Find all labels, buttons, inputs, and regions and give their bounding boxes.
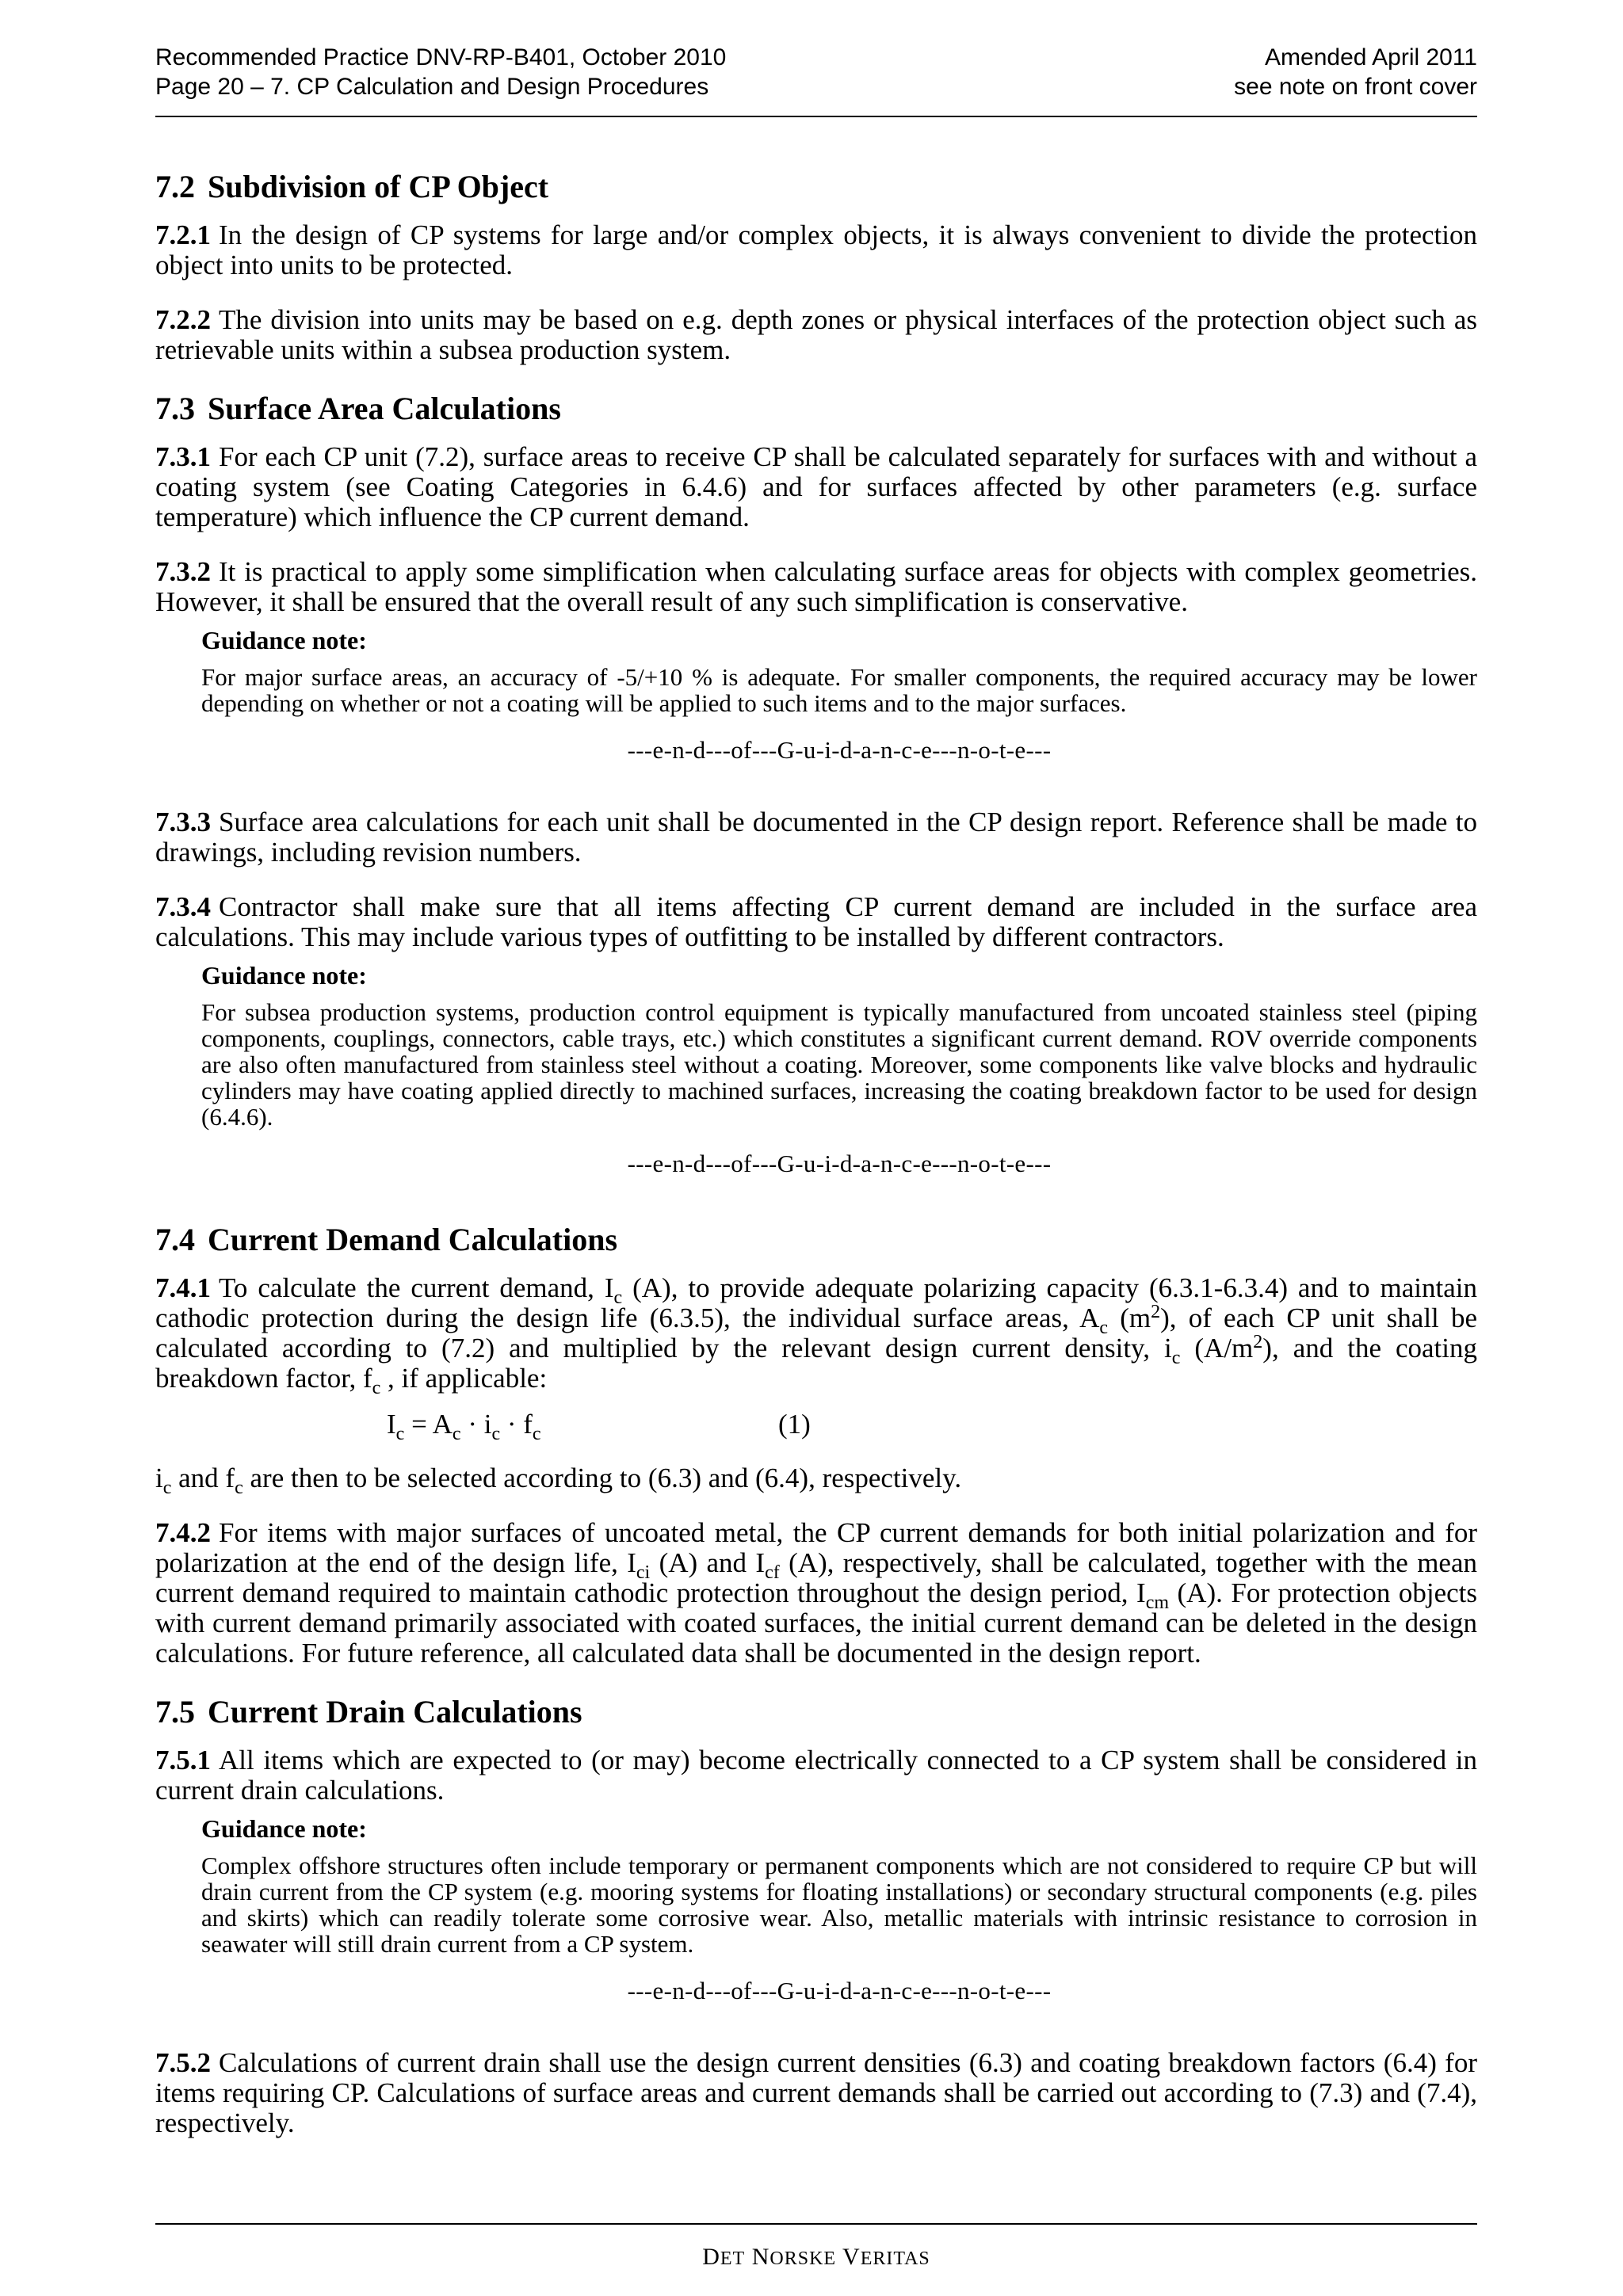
paragraph-7-2-2: 7.2.2 The division into units may be based on e.g. depth zones or physical interfaces of the protection object such as retrievable units within a subsea production system. [155, 304, 1477, 365]
header-rule [155, 116, 1477, 117]
header-right [1234, 43, 1477, 101]
header-left [155, 43, 726, 101]
paragraph-7-3-1: 7.3.1 For each CP unit (7.2), surface areas to receive CP shall be calculated separately for surfaces with and without a coating system (see Coating Categories in 6.4.6) and for surfaces affected by other parameters (e.g. surface temperature) which influence the CP current demand. [155, 441, 1477, 532]
guidance-note-text: For subsea production systems, production control equipment is typically manufactured from uncoated stainless steel (piping components, couplings, connectors, cable trays, etc.) which constitutes a significant current demand. ROV override components are also often manufactured from stainless steel without a coating. Moreover, some components like valve blocks and hydraulic cylinders may have coating applied directly to machined surfaces, increasing the coating breakdown factor to be used for design (6.4.6). [201, 998, 1477, 1131]
paragraph-after-equation: $i_c$ and $f_c$ are then to be selected according to (6.3) and (6.4), respectively. [155, 1463, 962, 1498]
guidance-note-7-5-1 [201, 1813, 1477, 2004]
paragraph-7-5-1: 7.5.1 All items which are expected to (or may) become electrically connected to a CP system shall be considered in current drain calculations. [155, 1745, 1477, 1806]
guidance-note-7-3-4 [201, 959, 1477, 1177]
paragraph-7-4-1: 7.4.1 To calculate the current demand, $I_c$ (A), to provide adequate polarizing capacity (6.3.1-6.3.4) and to maintain cathodic protection during the design life (6.3.5), the individual surface areas, $A_c$ $(m^2)$, of each CP unit shall be calculated according to (7.2) and multiplied by the relevant design current density, $i_c$ $(A/m^2)$, and the coating breakdown factor, $f_c$ , if applicable: [155, 1272, 1478, 1398]
header-amended: Amended April 2011 [1265, 44, 1477, 71]
paragraph-7-3-3: 7.3.3 Surface area calculations for each unit shall be documented in the CP design report. Reference shall be made to drawings, including revision numbers. [155, 807, 1477, 868]
paragraph-7-3-2: 7.3.2 It is practical to apply some simplification when calculating surface areas for objects with complex geometries. However, it shall be ensured that the overall result of any such simplification is conservative. [155, 556, 1477, 617]
section-heading-7-2: 7.2 Subdivision of CP Object [155, 169, 549, 204]
header-note: see note on front cover [1234, 74, 1477, 100]
footer-rule [155, 2223, 1477, 2225]
guidance-note-text: For major surface areas, an accuracy of -5/+10 % is adequate. For smaller components, the required accuracy may be lower depending on whether or not a coating will be applied to such items and to the major surfaces. [201, 663, 1477, 717]
guidance-note-text: Complex offshore structures often include temporary or permanent components which are not considered to require CP but will drain current from the CP system (e.g. mooring systems for floating installations) or secondary structural components (e.g. piles and skirts) which can readily tolerate some corrosive wear. Also, metallic materials with intrinsic resistance to corrosion in seawater will still drain current from a CP system. [201, 1852, 1477, 1958]
section-heading-7-3: 7.3 Surface Area Calculations [155, 391, 561, 426]
section-heading-7-5: 7.5 Current Drain Calculations [155, 1694, 582, 1730]
guidance-note-title: Guidance note: [201, 1814, 367, 1843]
equation-current-demand: $I_c = A_c \cdot i_c \cdot f_c$ [387, 1409, 541, 1444]
paragraph-7-5-2: 7.5.2 Calculations of current drain shall use the design current densities (6.3) and coating breakdown factors (6.4) for items requiring CP. Calculations of surface areas and current demands shall be carried out according to (7.3) and (7.4), respectively. [155, 2047, 1477, 2138]
header-standard: Recommended Practice DNV-RP-B401, October 2010 [155, 44, 727, 71]
guidance-note-title: Guidance note: [201, 626, 367, 654]
document-body [155, 168, 1477, 2163]
equation-number: (1) [778, 1409, 811, 1440]
guidance-note-end: ---e-n-d---of---G-u-i-d-a-n-c-e---n-o-t-e--- [627, 1977, 1052, 2004]
paragraph-7-3-4: 7.3.4 Contractor shall make sure that all items affecting CP current demand are included in the surface area calculations. This may include various types of outfitting to be installed by different contractors. [155, 891, 1477, 952]
equation-1 [155, 1405, 1477, 1449]
footer-organization: DET NORSKE VERITAS [702, 2244, 930, 2270]
paragraph-7-2-1: 7.2.1 In the design of CP systems for large and/or complex objects, it is always convenient to divide the protection object into units to be protected. [155, 219, 1477, 280]
guidance-note-title: Guidance note: [201, 961, 367, 990]
header-page-chapter: Page 20 – 7. CP Calculation and Design Procedures [155, 74, 709, 100]
paragraph-7-4-2: 7.4.2 For items with major surfaces of uncoated metal, the CP current demands for both initial polarization and for polarization at the end of the design life, $I_{ci}$ (A) and $I_{cf}$ (A), respectively, shall be calculated, together with the mean current demand required to maintain cathodic protection throughout the design period, $I_{cm}$ (A). For protection objects with current demand primarily associated with coated surfaces, the initial current demand can be deleted in the design calculations. For future reference, all calculated data shall be documented in the design report. [155, 1517, 1477, 1669]
guidance-note-end: ---e-n-d---of---G-u-i-d-a-n-c-e---n-o-t-e--- [627, 1150, 1052, 1177]
guidance-note-end: ---e-n-d---of---G-u-i-d-a-n-c-e---n-o-t-e--- [627, 736, 1052, 764]
section-heading-7-4: 7.4 Current Demand Calculations [155, 1222, 618, 1257]
guidance-note-7-3-2 [201, 624, 1477, 763]
